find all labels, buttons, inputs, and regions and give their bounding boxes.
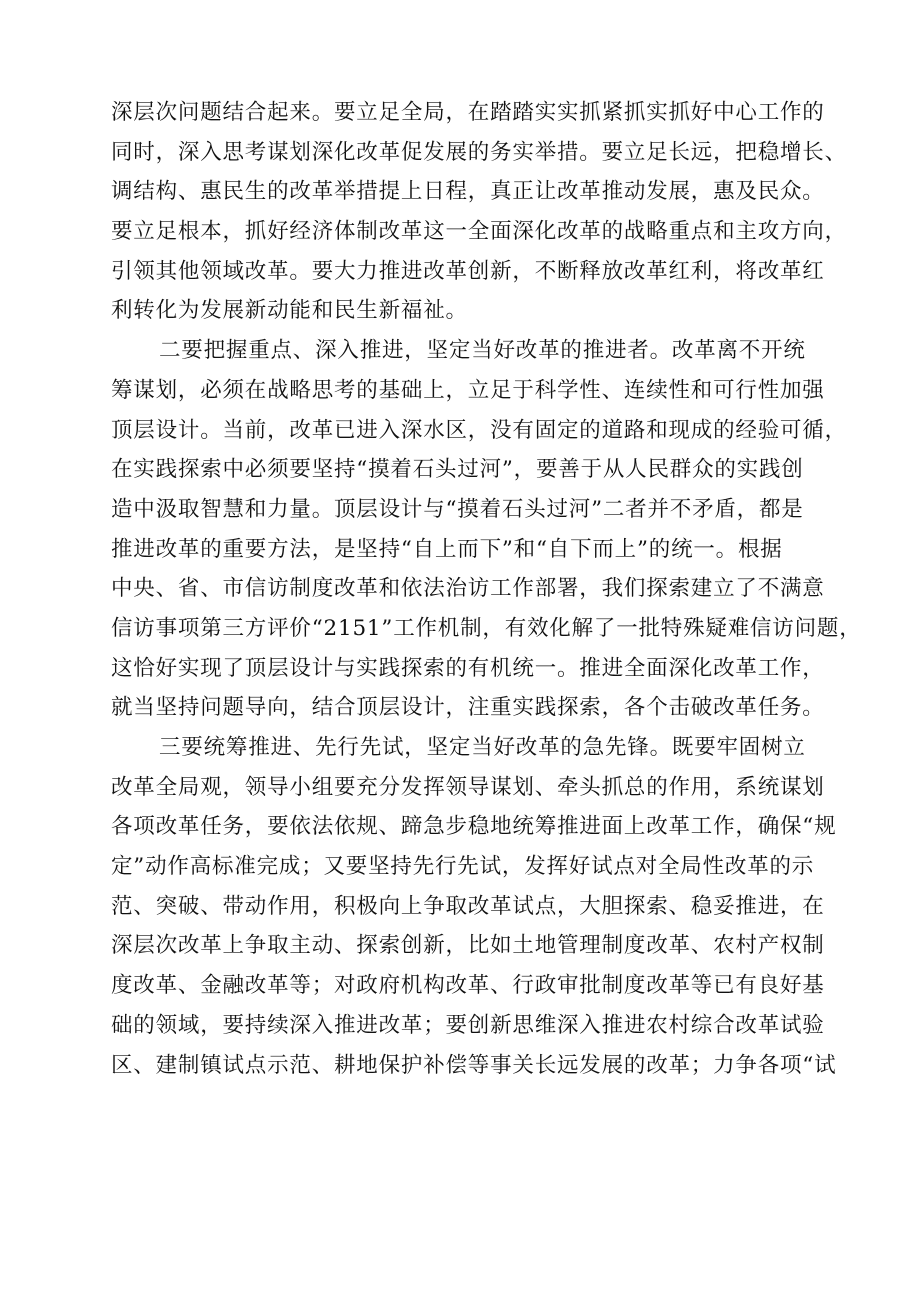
paragraph-line: 引领其他领域改革。要大力推进改革创新，不断释放改革红利，将改革红 — [111, 258, 825, 284]
paragraph-line: 顶层设计。当前，改革已进入深水区，没有固定的道路和现成的经验可循， — [111, 417, 847, 443]
paragraph-line: 础的领域，要持续深入推进改革；要创新思维深入推进农村综合改革试验 — [111, 1012, 825, 1038]
paragraph-line: 区、建制镇试点示范、耕地保护补偿等事关长远发展的改革；力争各项“试 — [111, 1052, 837, 1078]
paragraph-line: 这恰好实现了顶层设计与实践探索的有机统一。推进全面深化改革工作， — [111, 655, 825, 681]
document-body — [111, 93, 862, 1085]
paragraph-line: 同时，深入思考谋划深化改革促发展的务实举措。要立足长远，把稳增长、 — [111, 139, 847, 165]
paragraph-line: 各项改革任务，要依法依规、蹄急步稳地统筹推进面上改革工作，确保“规 — [111, 814, 837, 840]
paragraph-line: 定”动作高标准完成；又要坚持先行先试，发挥好试点对全局性改革的示 — [111, 854, 815, 880]
paragraph-line: 改革全局观，领导小组要充分发挥领导谋划、牵头抓总的作用，系统谋划 — [111, 774, 825, 800]
paragraph-line: 造中汲取智慧和力量。顶层设计与“摸着石头过河”二者并不矛盾，都是 — [111, 496, 804, 522]
paragraph-line: 度改革、金融改革等；对政府机构改革、行政审批制度改革等已有良好基 — [111, 973, 825, 999]
paragraph-line: 信访事项第三方评价“2151”工作机制，有效化解了一批特殊疑难信访问题， — [111, 615, 862, 641]
paragraph-line: 就当坚持问题导向，结合顶层设计，注重实践探索，各个击破改革任务。 — [111, 695, 825, 721]
paragraph-line: 要立足根本，抓好经济体制改革这一全面深化改革的战略重点和主攻方向， — [111, 219, 847, 245]
paragraph-line: 中央、省、市信访制度改革和依法治访工作部署，我们探索建立了不满意 — [111, 576, 825, 602]
paragraph-first-line: 二要把握重点、深入推进，坚定当好改革的推进者。改革离不开统 — [159, 338, 806, 364]
paragraph-line: 筹谋划，必须在战略思考的基础上，立足于科学性、连续性和可行性加强 — [111, 377, 825, 403]
paragraph-line: 利转化为发展新动能和民生新福祉。 — [111, 298, 468, 324]
paragraph-line: 范、突破、带动作用，积极向上争取改革试点，大胆探索、稳妥推进，在 — [111, 893, 825, 919]
paragraph-first-line: 三要统筹推进、先行先试，坚定当好改革的急先锋。既要牢固树立 — [159, 735, 806, 760]
paragraph-line: 在实践探索中必须要坚持“摸着石头过河”，要善于从人民群众的实践创 — [111, 457, 804, 483]
paragraph-line: 调结构、惠民生的改革举措提上日程，真正让改革推动发展，惠及民众。 — [111, 179, 825, 205]
paragraph-line: 深层次改革上争取主动、探索创新，比如土地管理制度改革、农村产权制 — [111, 933, 825, 959]
paragraph-line: 推进改革的重要方法，是坚持“自上而下”和“自下而上”的统一。根据 — [111, 536, 783, 562]
paragraph-line: 深层次问题结合起来。要立足全局，在踏踏实实抓紧抓实抓好中心工作的 — [111, 100, 825, 125]
